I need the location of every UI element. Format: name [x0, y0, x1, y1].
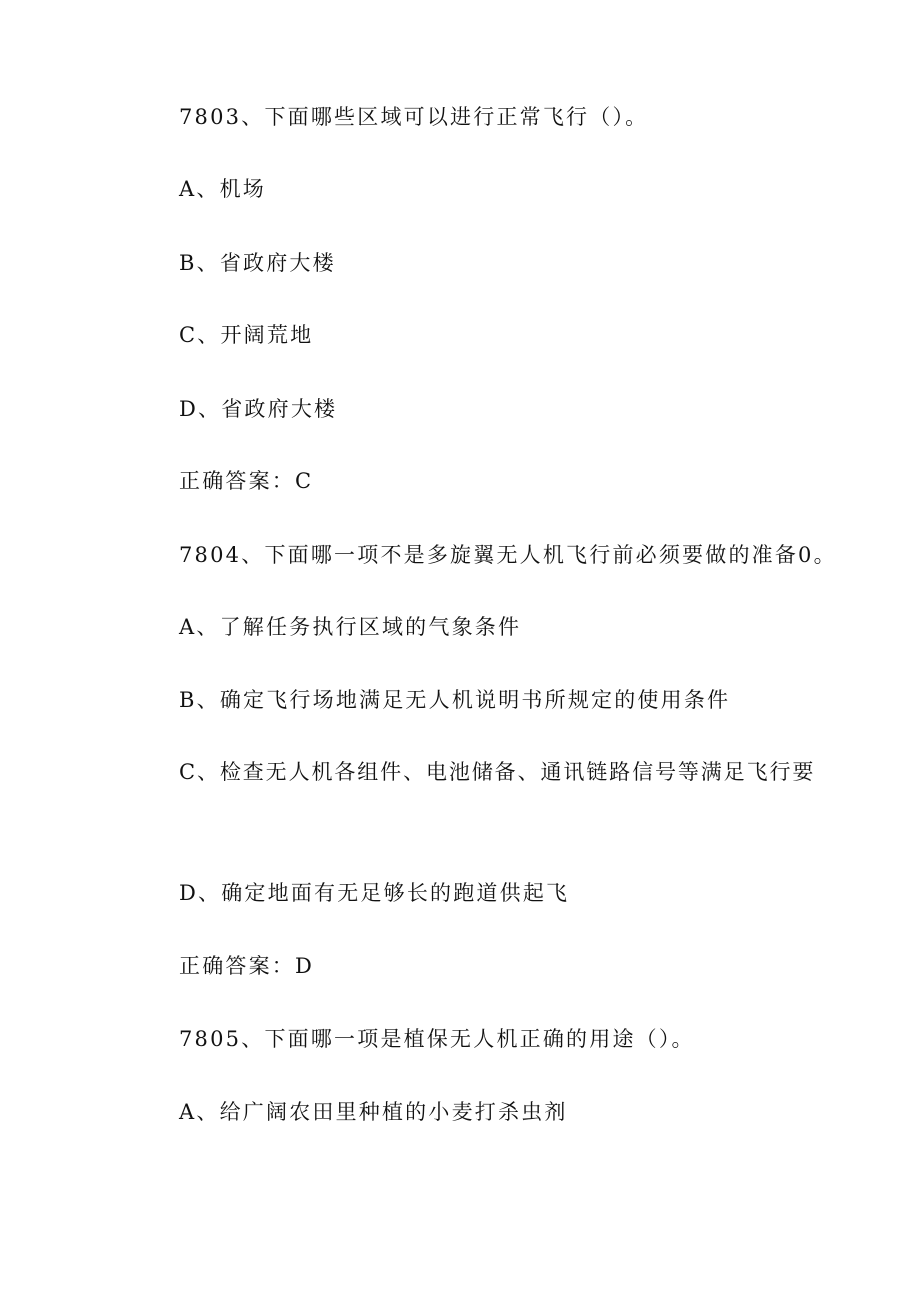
question-7803-answer: 正确答案：C [179, 469, 314, 493]
question-7803-option-b: B、省政府大楼 [179, 251, 336, 275]
question-7804-option-b: B、确定飞行场地满足无人机说明书所规定的使用条件 [179, 688, 731, 712]
question-7804-option-a: A、了解任务执行区域的气象条件 [179, 615, 522, 639]
question-7803-option-d: D、省政府大楼 [179, 397, 338, 421]
question-7803-option-a: A、机场 [179, 177, 266, 201]
question-7803-stem: 7803、下面哪些区域可以进行正常飞行（）。 [179, 105, 649, 129]
question-7805-stem: 7805、下面哪一项是植保无人机正确的用途（）。 [179, 1027, 695, 1051]
question-7805-option-a: A、给广阔农田里种植的小麦打杀虫剂 [179, 1100, 568, 1124]
question-7803-option-c: C、开阔荒地 [179, 323, 314, 347]
question-7804-option-c: C、检查无人机各组件、电池储备、通讯链路信号等满足飞行要 [179, 760, 816, 784]
question-7804-stem: 7804、下面哪一项不是多旋翼无人机飞行前必须要做的准备0。 [179, 543, 837, 567]
question-7804-option-d: D、确定地面有无足够长的跑道供起飞 [179, 881, 570, 905]
question-7804-answer: 正确答案：D [179, 954, 315, 978]
